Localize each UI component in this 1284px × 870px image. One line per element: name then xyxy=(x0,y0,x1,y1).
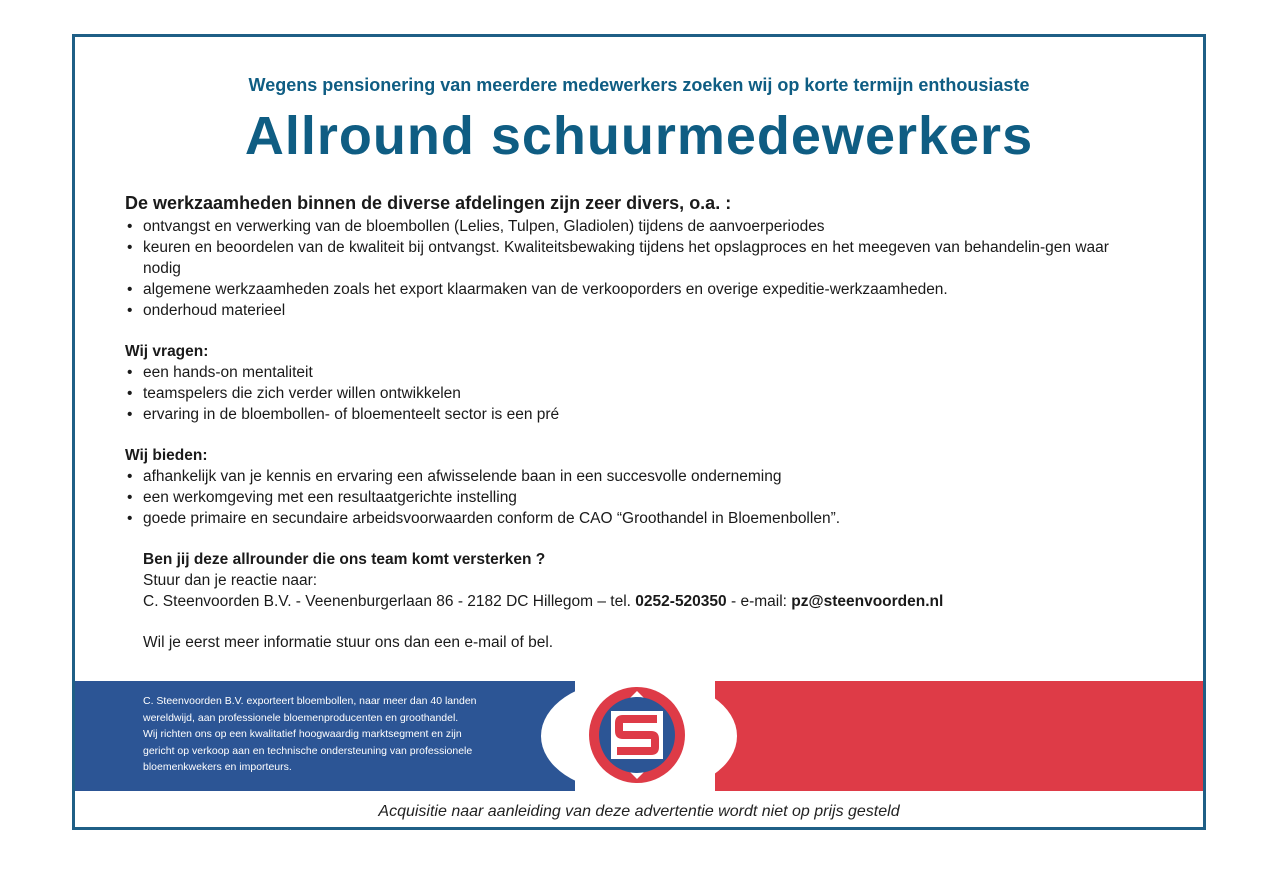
advertisement-frame xyxy=(72,34,1206,830)
company-description-line: wereldwijd, aan professionele bloemenproducenten en groothandel. xyxy=(143,711,459,724)
company-description xyxy=(143,693,543,776)
list-item: • een hands-on mentaliteit xyxy=(125,362,1135,383)
list-item: • algemene werkzaamheden zoals het export klaarmaken van de verkooporders en overige expeditie-werkzaamheden. xyxy=(125,279,1135,300)
contact-send-to: Stuur dan je reactie naar: xyxy=(143,572,318,589)
offer-list xyxy=(125,466,1135,529)
list-item: • ervaring in de bloembollen- of bloementeelt sector is een pré xyxy=(125,404,1135,425)
contact-question: Ben jij deze allrounder die ons team komt versterken ? xyxy=(143,551,546,568)
list-item: • teamspelers die zich verder willen ontwikkelen xyxy=(125,383,1135,404)
contact-block xyxy=(143,549,1135,653)
list-item: • ontvangst en verwerking van de bloembollen (Lelies, Tulpen, Gladiolen) tijdens de aanvoerperiodes xyxy=(125,216,1135,237)
company-description-line: gericht op verkoop aan en technische ondersteuning van professionele xyxy=(143,744,473,757)
company-description-line: bloemenkwekers en importeurs. xyxy=(143,761,292,773)
ask-heading: Wij vragen: xyxy=(125,343,209,360)
list-item: • afhankelijk van je kennis en ervaring een afwisselende baan in een succesvolle onderneming xyxy=(125,466,1135,487)
duties-heading: De werkzaamheden binnen de diverse afdelingen zijn zeer divers, o.a. : xyxy=(125,193,732,213)
steenvoorden-s-logo-icon xyxy=(587,685,687,785)
footer-note: Acquisitie naar aanleiding van deze advertentie wordt niet op prijs gesteld xyxy=(378,803,900,820)
ask-list xyxy=(125,362,1135,425)
ad-subtitle: Wegens pensionering van meerdere medewerkers zoeken wij op korte termijn enthousiaste xyxy=(248,75,1030,95)
offer-heading: Wij bieden: xyxy=(125,447,208,464)
ad-content xyxy=(125,193,1135,653)
list-item: • keuren en beoordelen van de kwaliteit bij ontvangst. Kwaliteitsbewaking tijdens het opslagproces en het meegeven van behandelin-gen waar nodig xyxy=(125,237,1135,279)
band-red xyxy=(715,681,1203,791)
contact-address: C. Steenvoorden B.V. - Veenenburgerlaan 86 - 2182 DC Hillegom – tel. xyxy=(143,593,636,610)
list-item: • goede primaire en secundaire arbeidsvoorwaarden conform de CAO “Groothandel in Bloemenbollen”. xyxy=(125,508,1135,529)
ad-title: Allround schuurmedewerkers xyxy=(244,106,1034,166)
company-description-line: C. Steenvoorden B.V. exporteert bloembollen, naar meer dan 40 landen xyxy=(143,695,477,707)
contact-address-line xyxy=(143,591,1135,612)
company-band xyxy=(75,681,1203,791)
list-item: • een werkomgeving met een resultaatgerichte instelling xyxy=(125,487,1135,508)
contact-phone[interactable]: 0252-520350 xyxy=(635,593,727,610)
spacer xyxy=(143,612,1135,632)
company-description-line: Wij richten ons op een kwalitatief hoogwaardig marktsegment en zijn xyxy=(143,728,462,740)
duties-list xyxy=(125,216,1135,321)
list-item: • onderhoud materieel xyxy=(125,300,1135,321)
contact-email[interactable]: pz@steenvoorden.nl xyxy=(791,593,944,610)
contact-info: Wil je eerst meer informatie stuur ons dan een e-mail of bel. xyxy=(143,634,554,651)
contact-email-label: - e-mail: xyxy=(726,593,792,610)
